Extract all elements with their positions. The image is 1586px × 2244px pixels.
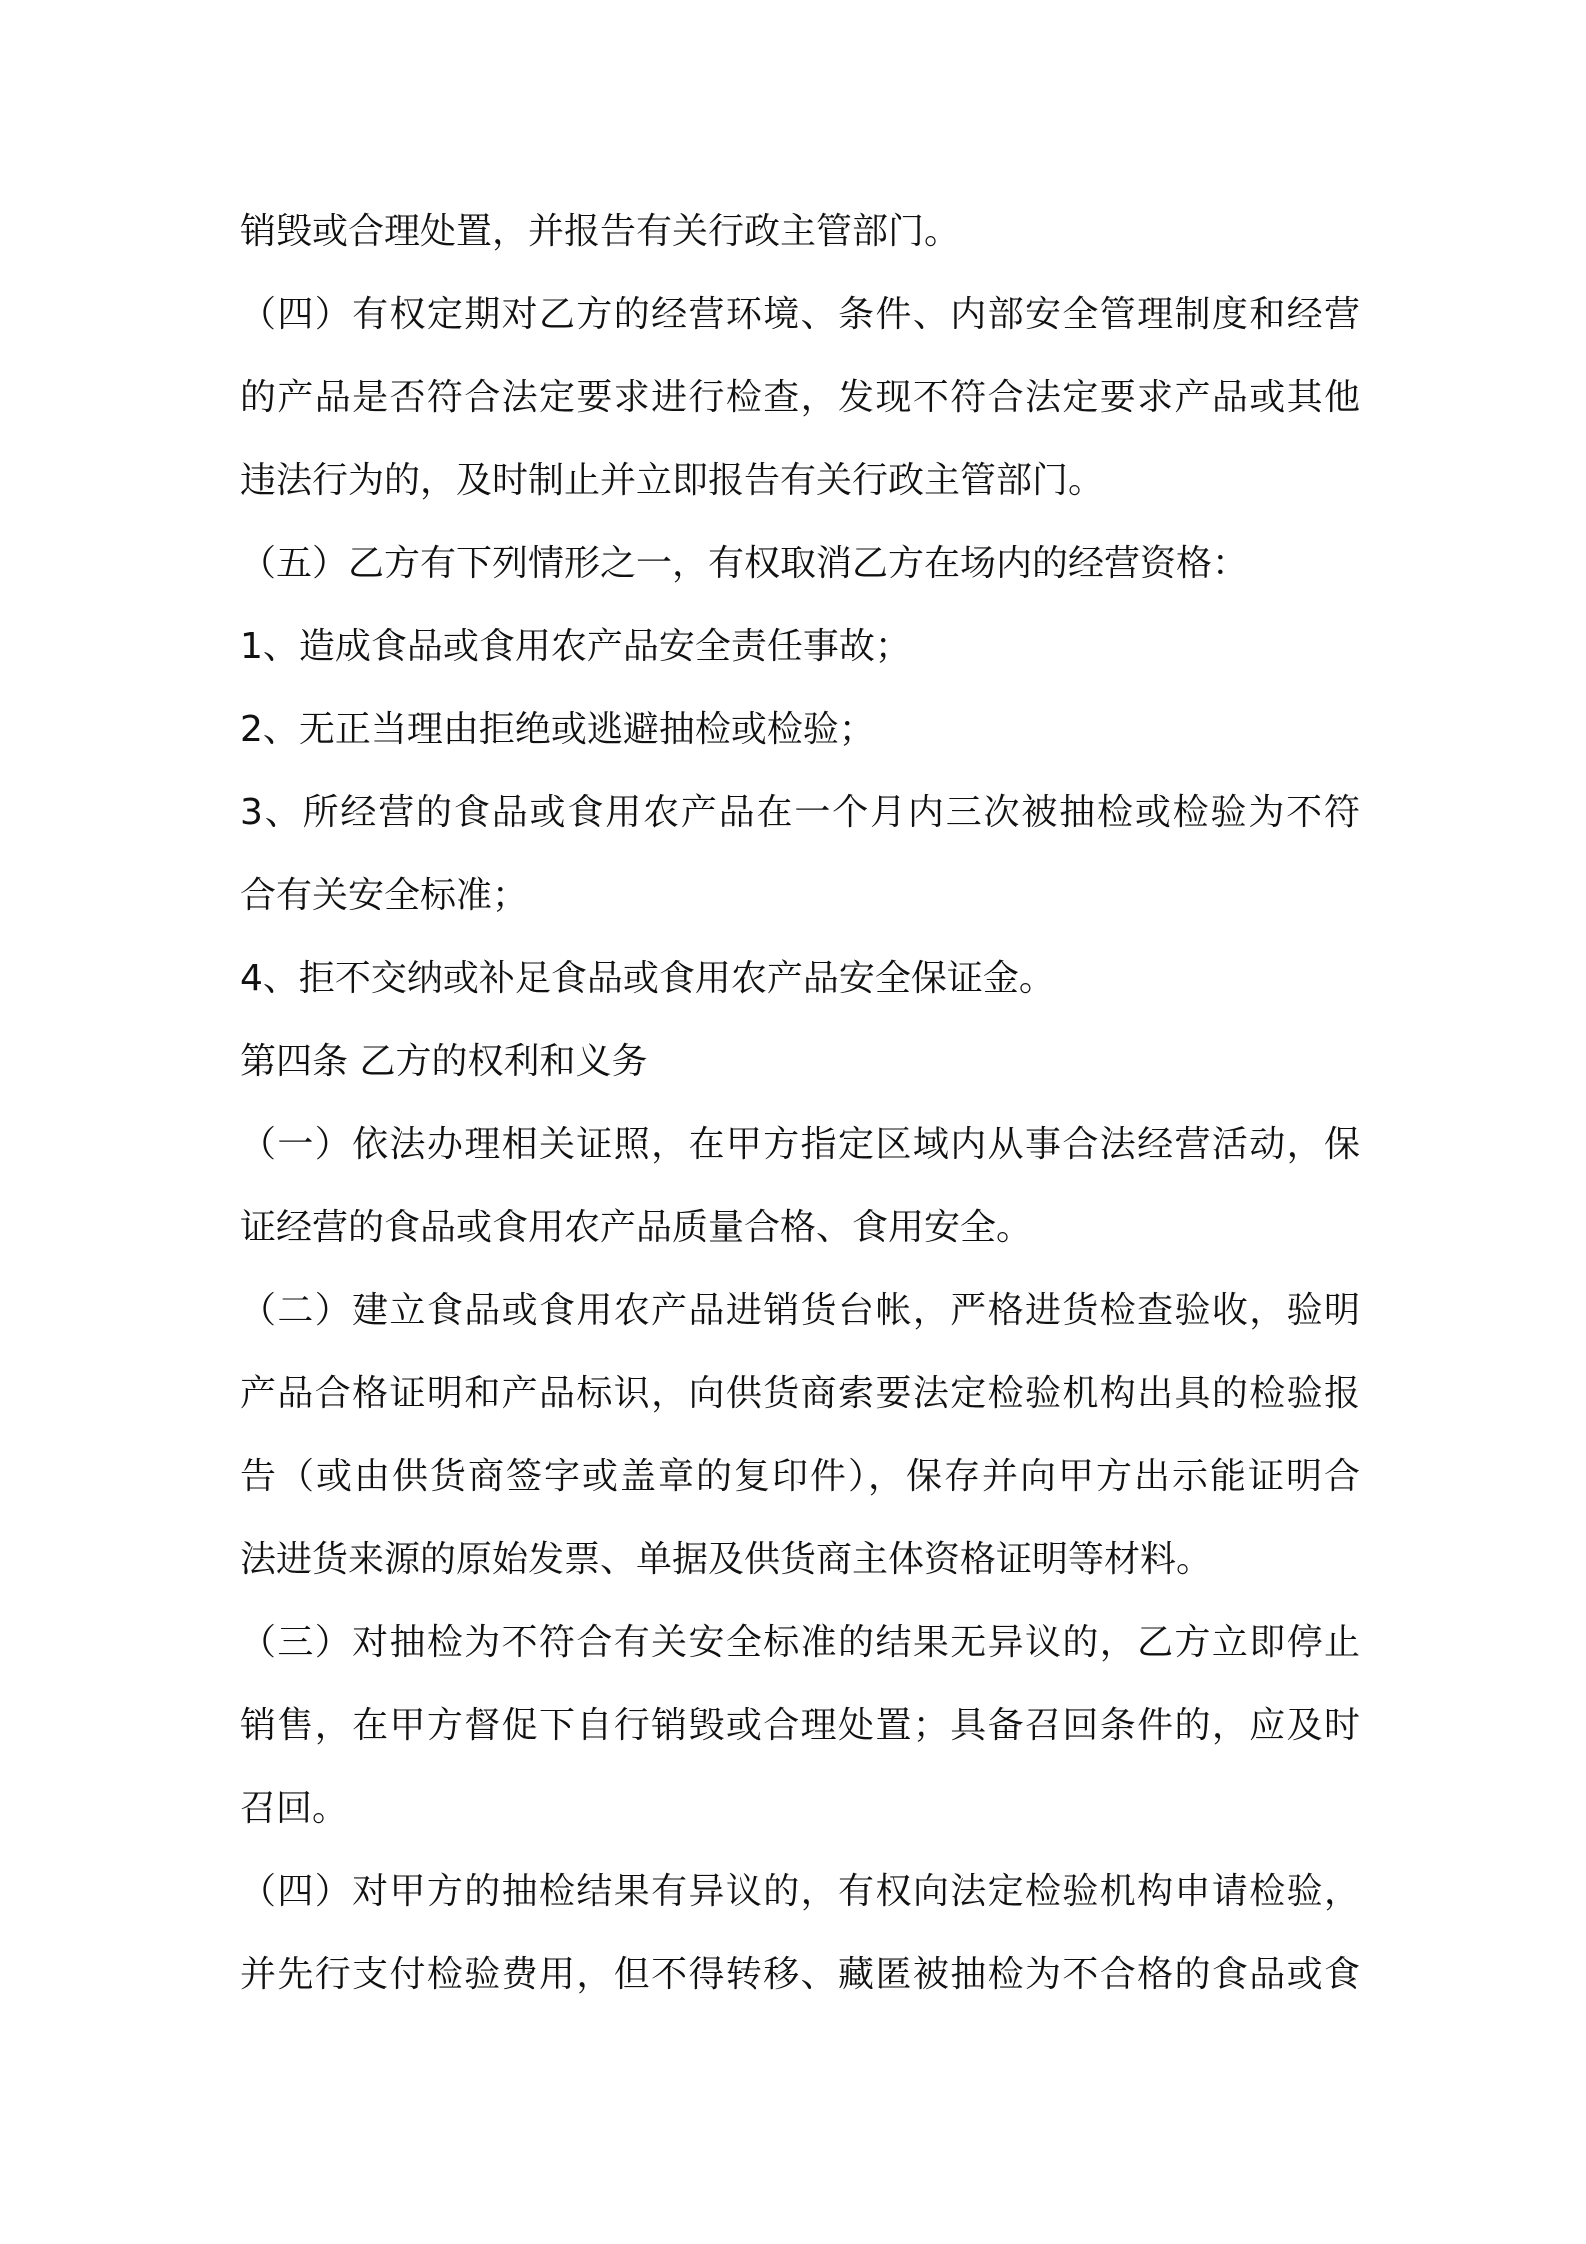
text-line: 并先行支付检验费用，但不得转移、藏匿被抽检为不合格的食品或食 bbox=[240, 1954, 1360, 1995]
text-line: 告（或由供货商签字或盖章的复印件），保存并向甲方出示能证明合 bbox=[240, 1456, 1360, 1497]
text-line: 4、拒不交纳或补足食品或食用农产品安全保证金。 bbox=[240, 958, 1055, 999]
text-line: （四）对甲方的抽检结果有异议的，有权向法定检验机构申请检验， bbox=[240, 1871, 1360, 1912]
text-line: 的产品是否符合法定要求进行检查，发现不符合法定要求产品或其他 bbox=[240, 377, 1360, 418]
text-line: 产品合格证明和产品标识，向供货商索要法定检验机构出具的检验报 bbox=[240, 1373, 1360, 1414]
text-line: （五）乙方有下列情形之一，有权取消乙方在场内的经营资格： bbox=[240, 543, 1249, 584]
text-line: 1、造成食品或食用农产品安全责任事故； bbox=[240, 626, 911, 667]
text-line: （三）对抽检为不符合有关安全标准的结果无异议的，乙方立即停止 bbox=[240, 1622, 1360, 1663]
text-line: 2、无正当理由拒绝或逃避抽检或检验； bbox=[240, 709, 875, 750]
text-line: 证经营的食品或食用农产品质量合格、食用安全。 bbox=[240, 1207, 1033, 1248]
text-line: 法进货来源的原始发票、单据及供货商主体资格证明等材料。 bbox=[240, 1539, 1213, 1580]
text-line: 销售，在甲方督促下自行销毁或合理处置；具备召回条件的，应及时 bbox=[240, 1705, 1360, 1746]
text-line: （四）有权定期对乙方的经营环境、条件、内部安全管理制度和经营 bbox=[240, 294, 1360, 335]
text-line: 合有关安全标准； bbox=[240, 875, 529, 916]
text-line: （一）依法办理相关证照，在甲方指定区域内从事合法经营活动，保 bbox=[240, 1124, 1360, 1165]
text-line: 召回。 bbox=[240, 1788, 349, 1829]
document-body bbox=[240, 190, 1360, 2016]
text-line: 销毁或合理处置，并报告有关行政主管部门。 bbox=[240, 211, 961, 252]
text-line: 违法行为的，及时制止并立即报告有关行政主管部门。 bbox=[240, 460, 1105, 501]
text-line: （二）建立食品或食用农产品进销货台帐，严格进货检查验收，验明 bbox=[240, 1290, 1360, 1331]
text-line: 3、所经营的食品或食用农产品在一个月内三次被抽检或检验为不符 bbox=[240, 792, 1360, 833]
article-heading: 第四条 乙方的权利和义务 bbox=[240, 1041, 648, 1082]
